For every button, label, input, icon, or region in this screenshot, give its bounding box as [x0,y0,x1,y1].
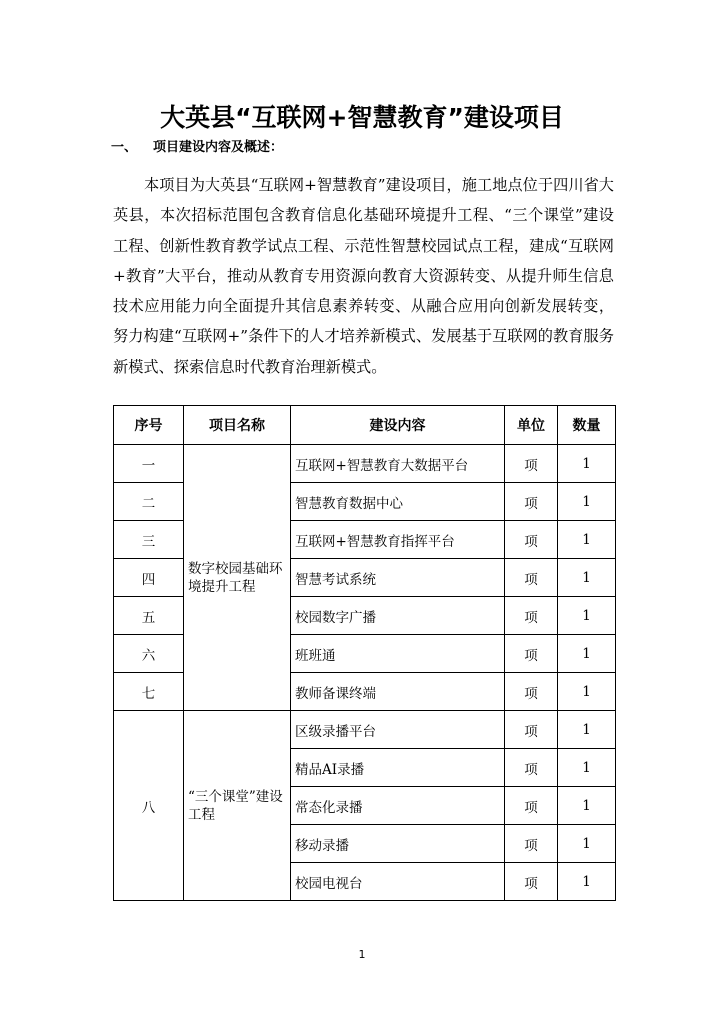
row-unit: 项 [505,711,558,749]
row-unit: 项 [505,863,558,901]
row-qty: 1 [558,825,616,863]
row-unit: 项 [505,521,558,559]
project-overview-paragraph: 本项目为大英县“互联网+智慧教育”建设项目，施工地点位于四川省大英县，本次招标范围包含教育信息化基础环境提升工程、“三个课堂”建设工程、创新性教育教学试点工程、示范性智慧校园试点工程，建成“互联网+教育”大平台，推动从教育专用资源向教育大资源转变、从提升师生信息技术应用能力向全面提升其信息素养转变、从融合应用向创新发展转变，努力构建“互联网+”条件下的人才培养新模式、发展基于互联网的教育服务新模式、探索信息时代教育治理新模式。 [113,176,614,376]
row-content: 移动录播 [291,825,505,863]
row-qty: 1 [558,711,616,749]
row-content: 班班通 [291,635,505,673]
row-qty: 1 [558,635,616,673]
row-content: 互联网+智慧教育大数据平台 [291,445,505,483]
row-content: 常态化录播 [291,787,505,825]
row-content: 智慧考试系统 [291,559,505,597]
row-qty: 1 [558,787,616,825]
row-content: 精品AI录播 [291,749,505,787]
row-qty: 1 [558,559,616,597]
section-number: 一、 [111,140,138,155]
row-qty: 1 [558,749,616,787]
table-header-row [114,406,616,445]
row-qty: 1 [558,597,616,635]
row-seq: 二 [114,483,184,521]
row-qty: 1 [558,863,616,901]
row-qty: 1 [558,445,616,483]
row-qty: 1 [558,483,616,521]
header-name: 项目名称 [184,406,291,445]
header-seq: 序号 [114,406,184,445]
row-unit: 项 [505,787,558,825]
project-items-table [113,405,616,901]
header-qty: 数量 [558,406,616,445]
row-unit: 项 [505,559,558,597]
row-unit: 项 [505,597,558,635]
header-unit: 单位 [505,406,558,445]
table-row [114,711,616,749]
table-row [114,445,616,483]
row-content: 区级录播平台 [291,711,505,749]
header-content: 建设内容 [291,406,505,445]
row-unit: 项 [505,825,558,863]
row-seq: 五 [114,597,184,635]
row-content: 互联网+智慧教育指挥平台 [291,521,505,559]
row-unit: 项 [505,635,558,673]
row-unit: 项 [505,749,558,787]
row-seq: 四 [114,559,184,597]
group-seq: 八 [114,711,184,901]
row-qty: 1 [558,673,616,711]
row-seq: 七 [114,673,184,711]
group-name: 数字校园基础环境提升工程 [184,445,291,711]
row-seq: 三 [114,521,184,559]
row-seq: 六 [114,635,184,673]
section-heading-text: 项目建设内容及概述： [153,140,284,155]
page-number: 1 [358,948,366,961]
row-unit: 项 [505,445,558,483]
row-content: 智慧教育数据中心 [291,483,505,521]
row-unit: 项 [505,483,558,521]
group-name: “三个课堂”建设工程 [184,711,291,901]
row-unit: 项 [505,673,558,711]
row-content: 校园数字广播 [291,597,505,635]
section-heading [111,136,283,155]
row-seq: 一 [114,445,184,483]
row-content: 校园电视台 [291,863,505,901]
row-content: 教师备课终端 [291,673,505,711]
row-qty: 1 [558,521,616,559]
document-title: 大英县“互联网+智慧教育”建设项目 [160,103,564,132]
